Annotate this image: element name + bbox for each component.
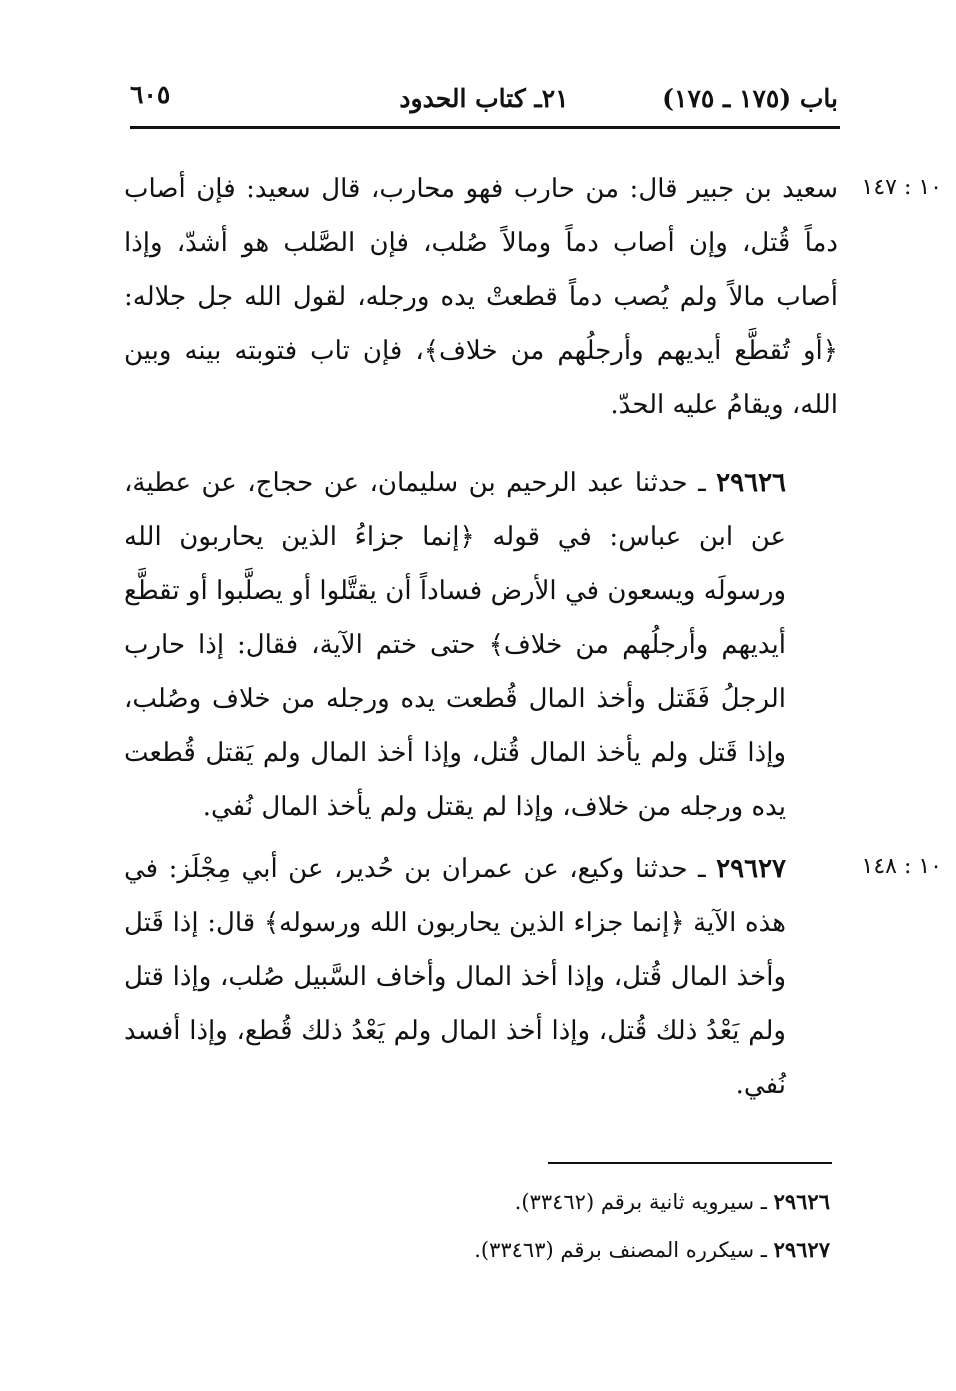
margin-reference: ١٠ : ١٤٨ [861, 854, 942, 879]
chapter-heading: باب (١٧٥ ـ ١٧٥) [662, 84, 838, 113]
footnote [300, 1226, 830, 1274]
paragraph-text: سعيد بن جبير قال: من حارب فهو محارب، قال سعيد: فإن أصاب دماً قُتل، وإن أصاب دماً ومالاً صُلب، فإن الصَّلب هو أشدّ، وإذا أصاب مالاً ولم يُصب دماً قطعتْ يده ورجله، لقول الله جل جلاله: ﴿أو تُقطَّع أيديهم وأرجلُهم من خلاف﴾، فإن تاب فتوبته بينه وبين الله، ويقامُ عليه الحدّ. [124, 174, 839, 420]
footnote-number: ٢٩٦٢٦ [773, 1189, 830, 1214]
footnote [300, 1178, 830, 1226]
footnote-text: ـ سيكرره المصنف برقم (٣٣٤٦٣). [474, 1238, 767, 1262]
hadith-paragraph [124, 842, 838, 1112]
footnote-rule [548, 1162, 832, 1164]
hadith-paragraph [124, 456, 838, 834]
book-title: ٢١ـ كتاب الحدود [399, 84, 569, 113]
page-header [130, 80, 838, 124]
footnote-number: ٢٩٦٢٧ [773, 1237, 830, 1262]
margin-reference: ١٠ : ١٤٧ [861, 175, 942, 200]
hadith-number: ٢٩٦٢٧ [716, 854, 786, 884]
hadith-number: ٢٩٦٢٦ [716, 468, 786, 498]
paragraph-text: ـ حدثنا عبد الرحيم بن سليمان، عن حجاج، عن عطية، عن ابن عباس: في قوله ﴿إنما جزاءُ الذين يحاربون الله ورسولَه ويسعون في الأرض فساداً أن يقتَّلوا أو يصلَّبوا أو تقطَّع أيديهم وأرجلُهم من خلاف﴾ حتى ختم الآية، فقال: إذا حارب الرجلُ فَقَتل وأخذ المال قُطعت يده ورجله من خلاف وصُلب، وإذا قَتل ولم يأخذ المال قُتل، وإذا أخذ المال ولم يَقتل قُطعت يده ورجله من خلاف، وإذا لم يقتل ولم يأخذ المال نُفي. [124, 468, 786, 822]
footnotes [300, 1178, 830, 1274]
header-rule [130, 126, 840, 129]
page-number: ٦٠٥ [130, 80, 171, 109]
paragraph-text: ـ حدثنا وكيع، عن عمران بن حُدير، عن أبي مِجْلَز: في هذه الآية ﴿إنما جزاء الذين يحاربون الله ورسوله﴾ قال: إذا قَتل وأخذ المال قُتل، وإذا أخذ المال وأخاف السَّبيل صُلب، وإذا قتل ولم يَعْدُ ذلك قُتل، وإذا أخذ المال ولم يَعْدُ ذلك قُطع، وإذا أفسد نُفي. [124, 854, 786, 1100]
footnote-text: ـ سيرويه ثانية برقم (٣٣٤٦٢). [514, 1190, 767, 1214]
paragraph [124, 162, 838, 432]
